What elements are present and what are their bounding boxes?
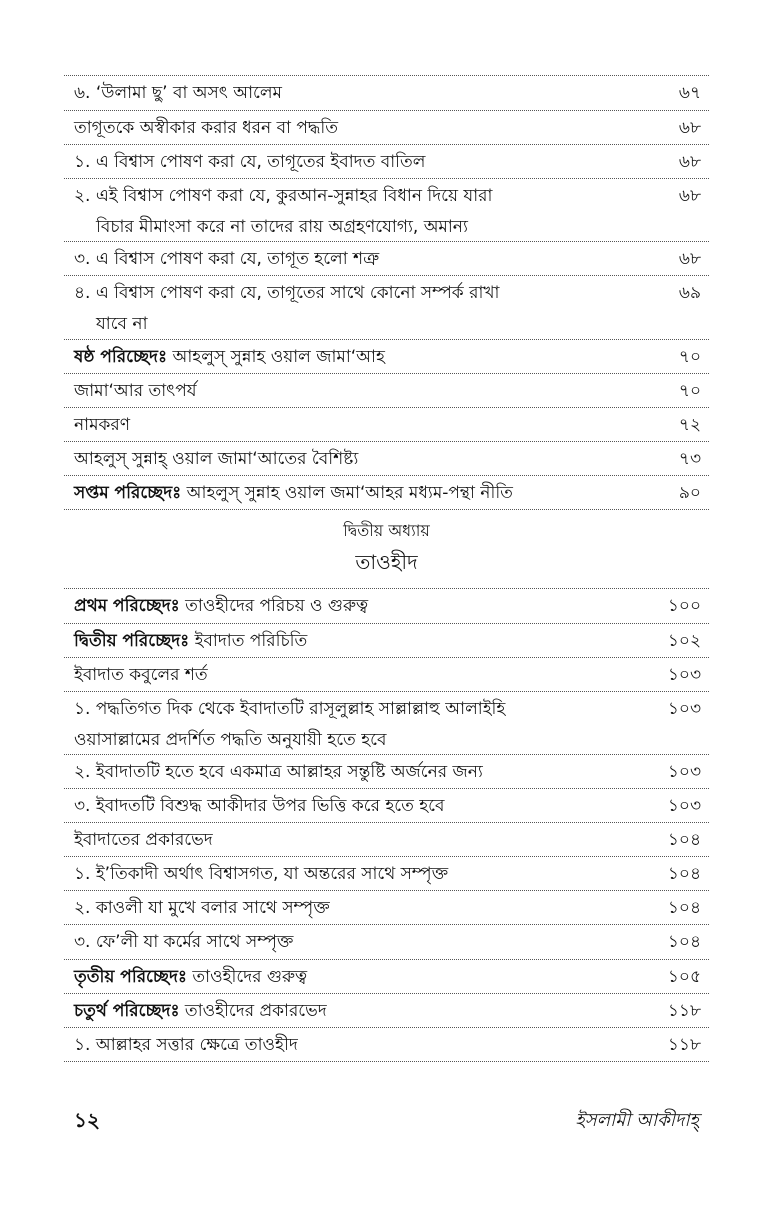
toc-entry-page: ৭০ (678, 347, 701, 367)
section-label: ষষ্ঠ পরিচ্ছেদঃ (74, 347, 168, 367)
toc-entry-page: ১০০ (667, 596, 701, 616)
toc-entry[interactable] (64, 691, 709, 754)
toc-entry[interactable] (64, 275, 709, 339)
toc-entry-title: আহলুস্ সুন্নাহ্ ওয়াল জামা‘আতের বৈশিষ্ট্য (74, 449, 359, 469)
section-label: সপ্তম পরিচ্ছেদঃ (74, 483, 182, 503)
toc-entry-page: ১০৩ (667, 796, 701, 816)
toc-entry[interactable] (64, 110, 709, 144)
toc-entry[interactable] (64, 822, 709, 856)
toc-entry-title (64, 692, 649, 757)
section-title: তাওহীদের প্রকারভেদ (179, 1001, 327, 1021)
toc-entry-page: ৬৮ (678, 152, 701, 172)
toc-entry-title-line1: ৪. এ বিশ্বাস পোষণ করা যে, তাগূতের সাথে কোনো সম্পর্ক রাখা (74, 283, 500, 303)
toc-entry-title: ১. আল্লাহর সত্তার ক্ষেত্রে তাওহীদ (74, 1035, 298, 1055)
toc-entry-page: ১০৪ (667, 932, 701, 952)
toc-entry[interactable] (64, 924, 709, 959)
section-title: তাওহীদের পরিচয় ও গুরুত্ব (179, 596, 369, 616)
toc-entry-title: তাগূতকে অস্বীকার করার ধরন বা পদ্ধতি (74, 118, 339, 138)
toc-entry-title: নামকরণ (74, 415, 131, 435)
chapter-number: দ্বিতীয় অধ্যায় (343, 521, 430, 540)
section-title: তাওহীদের গুরুত্ব (186, 967, 308, 987)
toc-entry-title (64, 994, 649, 1028)
toc-entry[interactable] (64, 178, 709, 241)
toc-entry-title (64, 589, 649, 623)
toc-entry-title-line2: বিচার মীমাংসা করে না তাদের রায় অগ্রহণযোগ্য, অমান্য (96, 217, 468, 237)
toc-entry-page: ১০৩ (667, 699, 701, 719)
toc-entry-title: ৩. ইবাদতটি বিশুদ্ধ আকীদার উপর ভিত্তি করে হতে হবে (74, 796, 445, 816)
toc-entry-title: ১. এ বিশ্বাস পোষণ করা যে, তাগূতের ইবাদত বাতিল (74, 152, 426, 172)
toc-entry-page: ১০৩ (667, 665, 701, 685)
toc-section-entry[interactable] (64, 339, 709, 373)
toc-entry[interactable] (64, 657, 709, 691)
toc-entry-title (64, 960, 649, 994)
toc-entry-title (64, 624, 649, 658)
section-label: তৃতীয় পরিচ্ছেদঃ (74, 967, 187, 987)
toc-entry-title (64, 340, 649, 374)
toc-entry[interactable] (64, 890, 709, 924)
toc-entry-title-line2: ওয়াসাল্লামের প্রদর্শিত পদ্ধতি অনুযায়ী হতে হবে (74, 730, 387, 750)
section-title: ইবাদাত পরিচিতি (189, 631, 308, 651)
toc-entry-page: ১০৫ (667, 967, 701, 987)
toc-section-entry[interactable] (64, 623, 709, 657)
toc-entry-title: ৩. এ বিশ্বাস পোষণ করা যে, তাগূত হলো শত্রু (74, 249, 380, 269)
toc-entry-title: ৩. ফে’লী যা কর্মের সাথে সম্পৃক্ত (74, 932, 294, 952)
toc-entry-page: ১০৪ (667, 898, 701, 918)
toc-entry-page: ৭২ (678, 415, 701, 435)
section-label: চতুর্থ পরিচ্ছেদঃ (74, 1001, 180, 1021)
section-title: আহলুস্ সুন্নাহ ওয়াল জামা‘আহ (167, 347, 385, 367)
toc-entry-page: ৬৯ (678, 283, 701, 303)
toc-entry-page: ৭০ (678, 381, 701, 401)
toc-section-entry[interactable] (64, 993, 709, 1027)
toc-entry[interactable] (64, 1027, 709, 1062)
toc-entry-title (64, 476, 649, 510)
toc-entry-title: ইবাদাতের প্রকারভেদ (74, 830, 213, 850)
toc-entry-page: ৭৩ (678, 449, 701, 469)
toc-entry-title: ইবাদাত কবুলের শর্ত (74, 665, 208, 685)
toc-entry[interactable] (64, 407, 709, 441)
toc-entry-page: ১০২ (667, 631, 701, 651)
toc-section-entry[interactable] (64, 475, 709, 509)
toc-entry-page: ১০৪ (667, 830, 701, 850)
toc-entry-page: ৯০ (678, 483, 701, 503)
toc-entry[interactable] (64, 144, 709, 178)
toc-entry-page: ৬৭ (678, 83, 701, 103)
toc-entry-title: ১. ই’তিকাদী অর্থাৎ বিশ্বাসগত, যা অন্তরের সাথে সম্পৃক্ত (74, 864, 449, 884)
chapter-name: তাওহীদ (355, 550, 418, 574)
toc-entry-page: ১০৪ (667, 864, 701, 884)
toc-entry-title: ২. কাওলী যা মুখে বলার সাথে সম্পৃক্ত (74, 898, 330, 918)
book-title: ইসলামী আকীদাহ্ (575, 1110, 699, 1131)
toc-entry-title: ২. ইবাদাতটি হতে হবে একমাত্র আল্লাহর সন্তুষ্টি অর্জনের জন্য (74, 762, 483, 782)
toc-section-entry[interactable] (64, 588, 709, 623)
toc-entry-page: ১১৮ (667, 1001, 701, 1021)
page-footer (64, 1106, 709, 1136)
toc-entry[interactable] (64, 441, 709, 475)
section-label: দ্বিতীয় পরিচ্ছেদঃ (74, 631, 190, 651)
toc-entry-page: ১০৩ (667, 762, 701, 782)
toc-entry-page: ৬৮ (678, 249, 701, 269)
toc-entry[interactable] (64, 754, 709, 788)
section-label: প্রথম পরিচ্ছেদঃ (74, 596, 180, 616)
section-title: আহলুস্ সুন্নাহ ওয়াল জমা‘আহর মধ্যম-পন্থা নীতি (181, 483, 513, 503)
toc-entry-title-line1: ১. পদ্ধতিগত দিক থেকে ইবাদাতটি রাসূলুল্লাহ সাল্লাল্লাহু আলাইহি (74, 699, 506, 719)
toc-entry-page: ৬৮ (678, 186, 701, 206)
toc-entry-page: ১১৮ (667, 1035, 701, 1055)
toc-section-entry[interactable] (64, 959, 709, 993)
toc-entry[interactable] (64, 856, 709, 890)
toc-entry-title-line2: যাবে না (96, 314, 148, 334)
toc-entry-title: জামা‘আর তাৎপর্য (74, 381, 197, 401)
toc-entry[interactable] (64, 788, 709, 822)
table-of-contents (64, 75, 709, 1062)
toc-entry-title-line1: ২. এই বিশ্বাস পোষণ করা যে, কুরআন-সুন্নাহর বিধান দিয়ে যারা (74, 186, 493, 206)
toc-entry[interactable] (64, 241, 709, 275)
toc-entry-title (64, 179, 649, 244)
toc-entry[interactable] (64, 75, 709, 110)
page-number: ১২ (74, 1108, 100, 1132)
toc-entry-title: ৬. ‘উলামা ছু’ বা অসৎ আলেম (74, 83, 282, 103)
toc-entry[interactable] (64, 373, 709, 407)
chapter-heading (64, 509, 709, 588)
toc-entry-page: ৬৮ (678, 118, 701, 138)
toc-entry-title (64, 276, 649, 341)
